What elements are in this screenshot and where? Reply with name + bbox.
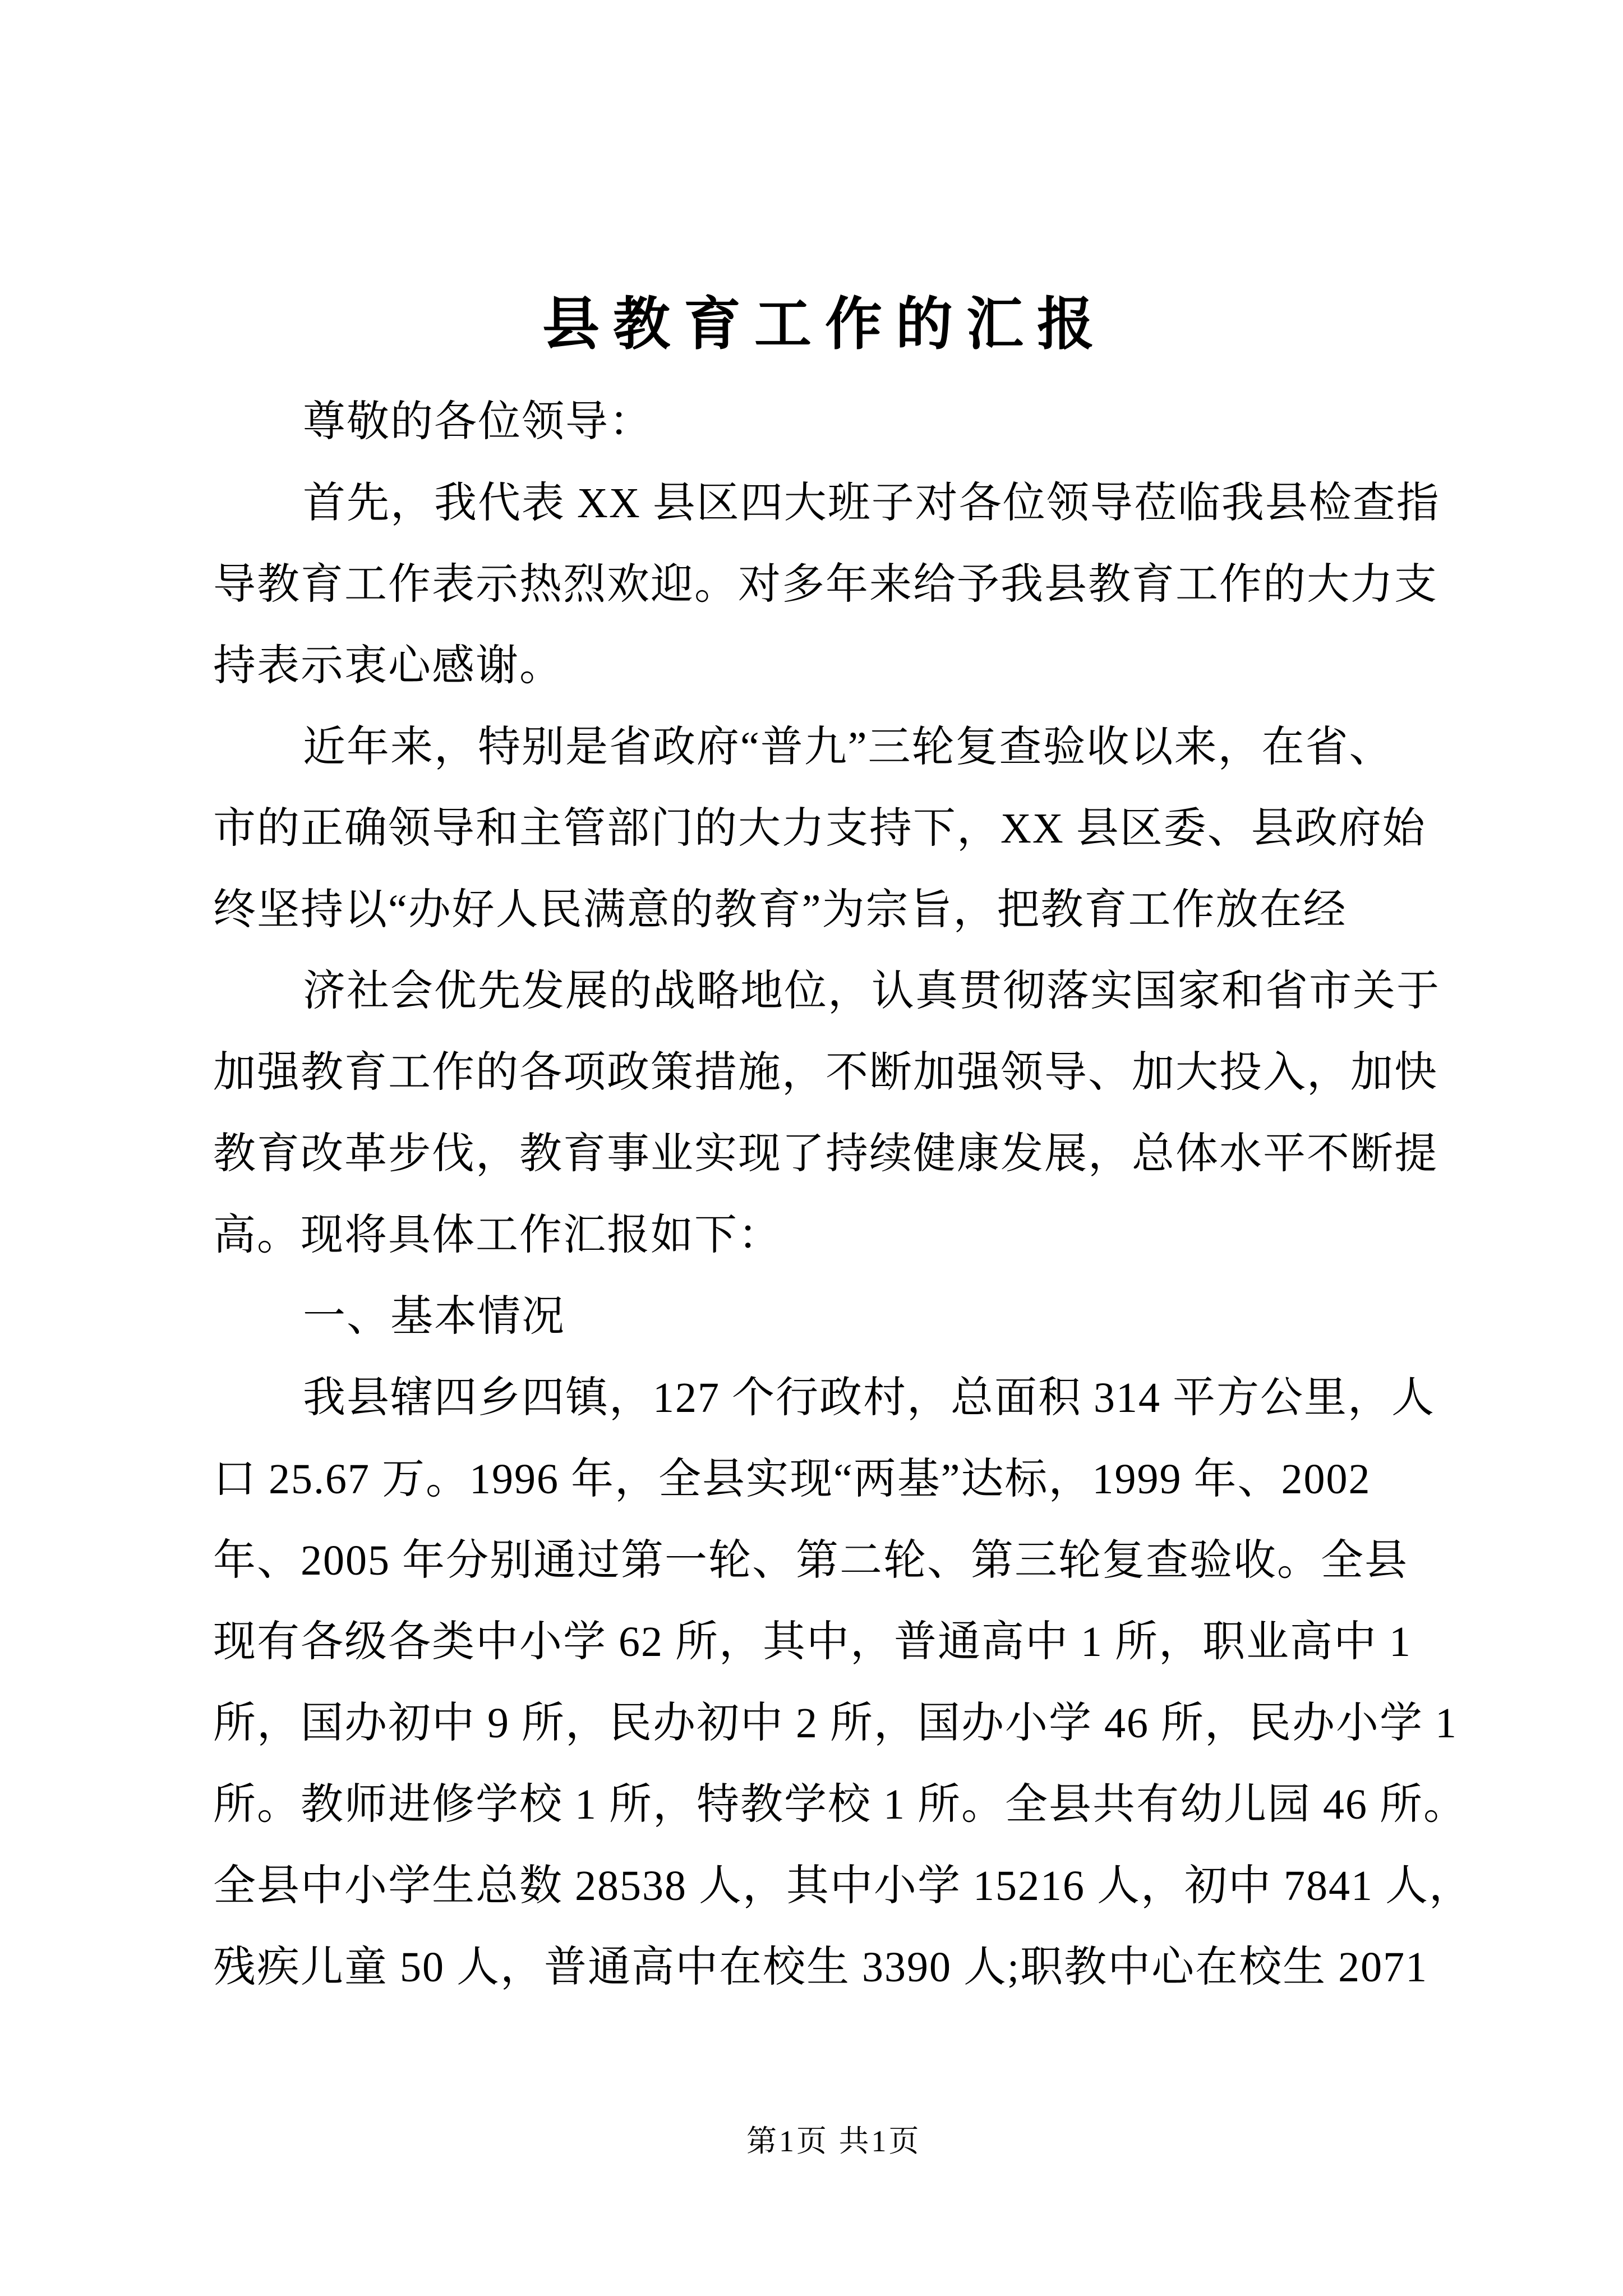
body-line: 首先，我代表 XX 县区四大班子对各位领导莅临我县检查指 [303,480,1440,527]
body-line: 我县辖四乡四镇，127 个行政村，总面积 314 平方公里，人 [303,1374,1435,1421]
body-line: 导教育工作表示热烈欢迎。对多年来给予我县教育工作的大力支 [213,561,1438,608]
page-footer: 第1页 共1页 [746,2124,921,2158]
body-line: 一、基本情况 [303,1293,565,1340]
body-line: 济社会优先发展的战略地位，认真贯彻落实国家和省市关于 [303,968,1440,1015]
body-line: 终坚持以“办好人民满意的教育”为宗旨，把教育工作放在经 [213,886,1347,933]
body-line: 市的正确领导和主管部门的大力支持下，XX 县区委、县政府始 [213,805,1426,852]
body-line: 所，国办初中 9 所，民办初中 2 所，国办小学 46 所，民办小学 1 [213,1700,1458,1747]
document-body [213,381,1473,2008]
page-title: 县教育工作的汇报 [542,293,1108,357]
body-line: 所。教师进修学校 1 所，特教学校 1 所。全县共有幼儿园 46 所。 [213,1781,1467,1828]
body-line: 近年来，特别是省政府“普九”三轮复查验收以来，在省、 [303,724,1393,771]
body-line: 教育改革步伐，教育事业实现了持续健康发展，总体水平不断提 [213,1130,1438,1177]
body-line: 现有各级各类中小学 62 所，其中，普通高中 1 所，职业高中 1 [213,1618,1412,1665]
body-line: 加强教育工作的各项政策措施，不断加强领导、加大投入，加快 [213,1049,1438,1096]
body-line: 持表示衷心感谢。 [213,642,563,689]
body-line: 尊敬的各位领导： [303,398,653,445]
body-line: 口 25.67 万。1996 年，全县实现“两基”达标，1999 年、2002 [213,1456,1371,1503]
body-line: 高。现将具体工作汇报如下： [213,1212,782,1259]
body-line: 全县中小学生总数 28538 人，其中小学 15216 人，初中 7841 人， [213,1862,1473,1910]
body-line: 残疾儿童 50 人，普通高中在校生 3390 人;职教中心在校生 2071 [213,1944,1428,1991]
body-line: 年、2005 年分别通过第一轮、第二轮、第三轮复查验收。全县 [213,1537,1408,1584]
